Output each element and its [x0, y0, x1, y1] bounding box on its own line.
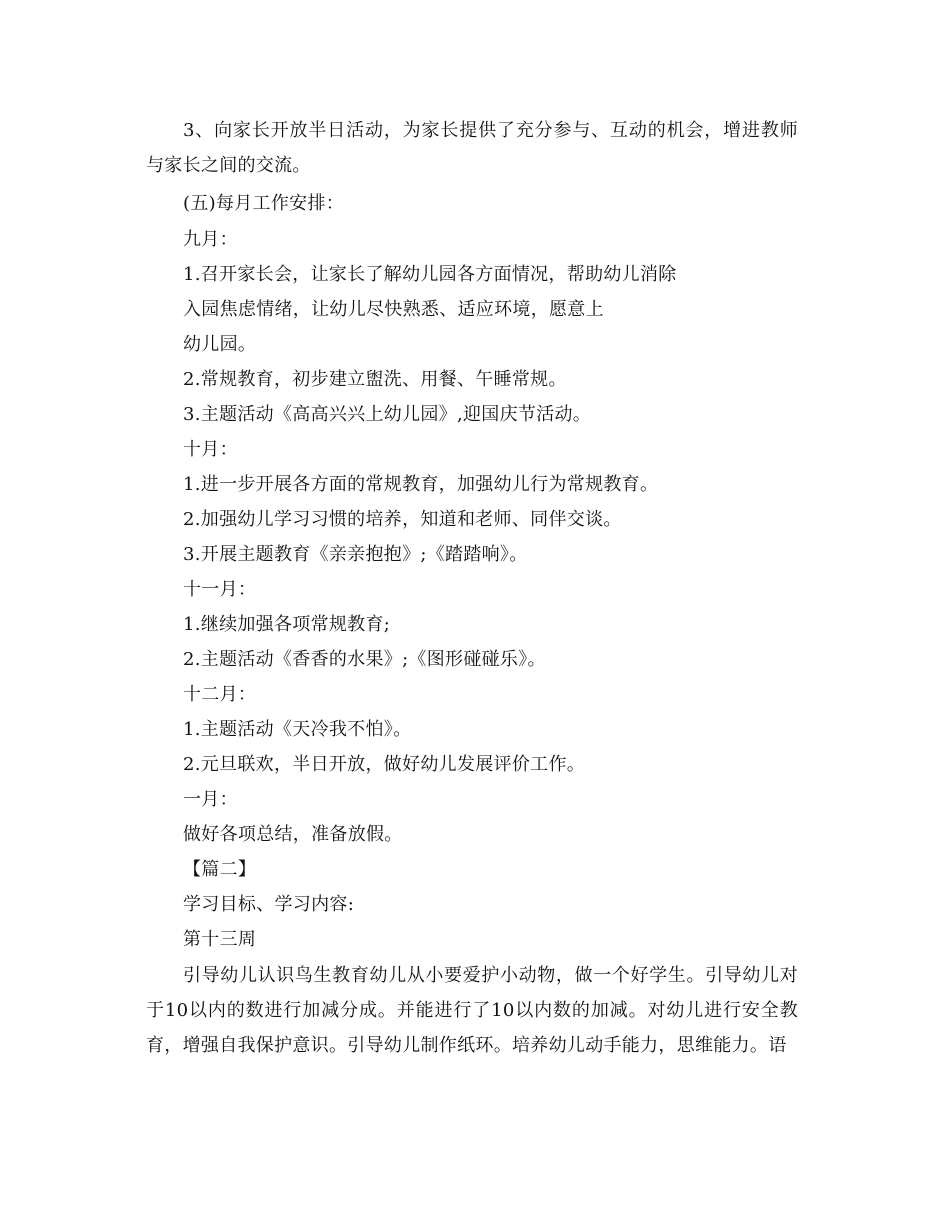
paragraph-parent-open-day: 3、向家长开放半日活动，为家长提供了充分参与、互动的机会，增进教师与家长之间的交流。 [146, 120, 798, 176]
list-item: 3.主题活动《高高兴兴上幼儿园》,迎国庆节活动。 [183, 404, 592, 425]
list-item: 1.召开家长会，让家长了解幼儿园各方面情况，帮助幼儿消除 [183, 264, 677, 285]
month-heading-january: 一月： [183, 789, 238, 810]
section-heading-part-two: 【篇二】 [183, 859, 257, 880]
list-item: 1.主题活动《天冷我不怕》。 [183, 719, 412, 740]
list-item-continuation: 入园焦虑情绪，让幼儿尽快熟悉、适应环境，愿意上 [183, 299, 604, 320]
paragraph-week-content: 引导幼儿认识鸟生教育幼儿从小要爱护小动物，做一个好学生。引导幼儿对于10以内的数进行加减分成。并能进行了10以内数的加减。对幼儿进行安全教育，增强自我保护意识。引导幼儿制作纸环。培养幼儿动手能力，思维能力。语 [146, 965, 798, 1056]
list-item: 2.元旦联欢，半日开放，做好幼儿发展评价工作。 [183, 754, 586, 775]
list-item: 3.开展主题教育《亲亲抱抱》;《踏踏响》。 [183, 544, 528, 565]
week-heading: 第十三周 [183, 929, 257, 950]
list-item: 2.主题活动《香香的水果》;《图形碰碰乐》。 [183, 649, 546, 670]
month-heading-november: 十一月： [183, 579, 257, 600]
list-item: 1.进一步开展各方面的常规教育，加强幼儿行为常规教育。 [183, 474, 659, 495]
month-heading-october: 十月： [183, 439, 238, 460]
month-heading-december: 十二月： [183, 684, 257, 705]
list-item: 2.常规教育，初步建立盥洗、用餐、午睡常规。 [183, 369, 567, 390]
subheading-learning-goals: 学习目标、学习内容: [183, 894, 355, 915]
section-heading-monthly-plan: (五)每月工作安排： [183, 193, 345, 214]
list-item: 2.加强幼儿学习习惯的培养，知道和老师、同伴交谈。 [183, 509, 622, 530]
month-heading-september: 九月： [183, 229, 238, 250]
list-item: 1.继续加强各项常规教育; [183, 614, 391, 635]
list-item: 做好各项总结，准备放假。 [183, 824, 403, 845]
list-item-continuation: 幼儿园。 [183, 334, 257, 355]
